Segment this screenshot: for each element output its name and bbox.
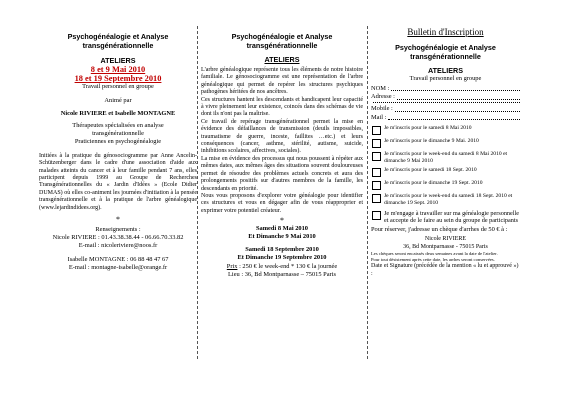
ateliers-heading: ATELIERS	[427, 66, 463, 75]
bulletin-title: Bulletin d'Inscription	[407, 27, 484, 37]
option-commitment[interactable]: Je m'engage à travailler sur ma généalogie personnelle et accepte de le faire au sein du groupe de participants	[371, 210, 520, 225]
format-text: Travail personnel en groupe	[82, 83, 154, 90]
checkbox[interactable]	[372, 168, 381, 177]
option-weekend-may[interactable]: Je m'inscris pour le week-end du samedi 8 Mai 2010 et dimanche 9 Mai 2010	[371, 151, 520, 164]
location: Lieu : 36, Bd Montparnasse – 75015 Paris	[228, 271, 336, 279]
mobile-label: Mobile :	[371, 104, 393, 112]
paragraph-4: La mise en évidence des processus qui nous poussent à répéter aux mêmes dates, aux mêmes âges des situations souvent douloureuses permet de résoudre des problèmes actuels concrets et aura des prolongements positifs sur d'autres membres de la famille, les descendants en priorité.	[201, 155, 363, 192]
address-label: Adresse :	[371, 93, 395, 101]
session-may-sunday: Et Dimanche 9 Mai 2010	[248, 232, 316, 240]
column1-title: Psychogénéalogie et Analyse transgénérationnelle	[67, 32, 169, 50]
checkbox[interactable]	[372, 152, 381, 161]
reservation-text: Pour réserver, j'adresse un chèque d'arrhes de 50 € à :	[371, 226, 508, 234]
bio-paragraph: Initiées à la pratique du génosociogramme par Anne Ancelin-Schützenberger dans le cadre d'une association d'aide aux malades atteints du cancer et à leur famille pendant 7 ans, elles participent depuis 1999 au Groupe de Recherches Transgénérationnelles du « Jardin d'Idées » (Ecole Didier DUMAS) où elles co-animent les journées d'initiation à la pensée transgénérationnelle et à la pratique de l'arbre généalogique (www.lejardindidees.org).	[39, 152, 197, 211]
session-sept-saturday: Samedi 18 Septembre 2010	[245, 245, 319, 253]
mobile-field[interactable]	[371, 105, 520, 114]
format-text: Travail personnel en groupe	[409, 75, 482, 82]
option-sat-sept[interactable]: Je m'inscris pour le samedi 18 Sept. 2010	[371, 167, 520, 177]
asterisk-separator: *	[116, 215, 120, 225]
mail-field[interactable]	[371, 114, 520, 123]
note-cashing: Les chèques seront encaissés deux semaines avant la date de l'atelier.	[371, 250, 498, 256]
email-isabelle: E-mail : montagne-isabelle@orange.fr	[68, 264, 168, 272]
paragraph-2: Ces structures hantent les descendants et handicapent leur capacité à vivre pleinement leur existence, coincés dans des schémas de vie dont ils n'ont pas la maîtrise.	[201, 96, 363, 118]
price-label: Prix	[226, 263, 238, 271]
column-description	[197, 26, 367, 359]
name-label: NOM :	[371, 84, 390, 92]
name-field[interactable]	[371, 85, 520, 94]
roles: Thérapeutes spécialisées en analyse transgénérationnelle	[72, 122, 164, 138]
option-sun-sept[interactable]: Je m'inscris pour le dimanche 19 Sept. 2010	[371, 180, 520, 190]
mail-label: Mail :	[371, 113, 387, 121]
price-line	[201, 263, 363, 271]
checkbox[interactable]	[372, 139, 381, 148]
address-field[interactable]	[371, 93, 520, 102]
contact-nicole: Nicole RIVIERE : 01.43.38.38.44 - 06.66.70.33.82	[52, 233, 184, 241]
ateliers-heading: ATELIERS	[100, 56, 136, 65]
signature-line[interactable]: Date et Signature (précédée de la mention « lu et approuvé ») :	[371, 263, 519, 277]
note-cancellation: Pour tout désistement après cette date, les arrhes seront conservées.	[371, 256, 495, 262]
checkbox[interactable]	[372, 181, 381, 190]
option-weekend-sept[interactable]: Je m'inscris pour le week-end du samedi 18 Sept. 2010 et dimanche 19 Sept. 2010	[371, 193, 520, 206]
reservation-name: Nicole RIVIERE	[424, 236, 467, 243]
dates-may: 8 et 9 Mai 2010	[90, 65, 146, 74]
anime-par: Animé par	[104, 96, 132, 104]
column-registration-form	[367, 26, 524, 359]
roles-2: Praticiennes en psychogénéalogie	[74, 137, 162, 145]
animateurs: Nicole RIVIERE et Isabelle MONTAGNE	[60, 109, 176, 117]
paragraph-3: Ce travail de repérage transgénérationnel permet la mise en évidence des défaillances de transmission (deuils impossibles, traumatisme de guerre, inceste, faillites …etc.) et leurs conséquences (cancer, asthme, stérilité, autisme, suicide, inhibitions scolaires, affectives, sociales).	[201, 118, 363, 155]
option-sun-may[interactable]: Je m'inscris pour le dimanche 9 Mai. 2010	[371, 138, 520, 148]
email-nicole: E-mail : nicoleriviere@noos.fr	[78, 241, 158, 249]
column3-title: Psychogénéalogie et Analyse transgénérationnelle	[395, 43, 496, 61]
ateliers-heading: ATELIERS	[264, 55, 300, 64]
checkbox[interactable]	[372, 126, 381, 135]
column2-title: Psychogénéalogie et Analyse transgénérationnelle	[231, 32, 333, 50]
session-sept-sunday: Et Dimanche 19 Septembre 2010	[237, 253, 327, 261]
column-presentation	[39, 26, 197, 359]
contact-isabelle: Isabelle MONTAGNE : 06 88 48 47 67	[67, 256, 169, 264]
option-sat-may[interactable]: Je m'inscris pour le samedi 8 Mai 2010	[371, 125, 520, 135]
price-text: : 250 € le week-end * 130 € la journée	[239, 263, 338, 271]
paragraph-5: Nous vous proposons d'explorer votre généalogie pour identifier ces structures et vous en dégager afin de vous réapproprier et exprimer votre potentiel créateur.	[201, 192, 363, 214]
asterisk-separator: *	[280, 216, 284, 226]
dates-september: 18 et 19 Septembre 2010	[74, 74, 162, 83]
paragraph-1: L'arbre généalogique représente tous les éléments de notre histoire familiale. Le génosociogramme est une représentation de l'arbre généalogique qui permet de repérer les structures psychiques pathogènes héritées de nos ancêtres.	[201, 67, 363, 96]
checkbox[interactable]	[372, 211, 381, 220]
session-may-saturday: Samedi 8 Mai 2010	[255, 225, 308, 233]
renseignements-label: Renseignements :	[95, 226, 141, 234]
checkbox[interactable]	[372, 194, 381, 203]
reservation-address: 36, Bd Montparnasse - 75015 Paris	[403, 243, 488, 250]
